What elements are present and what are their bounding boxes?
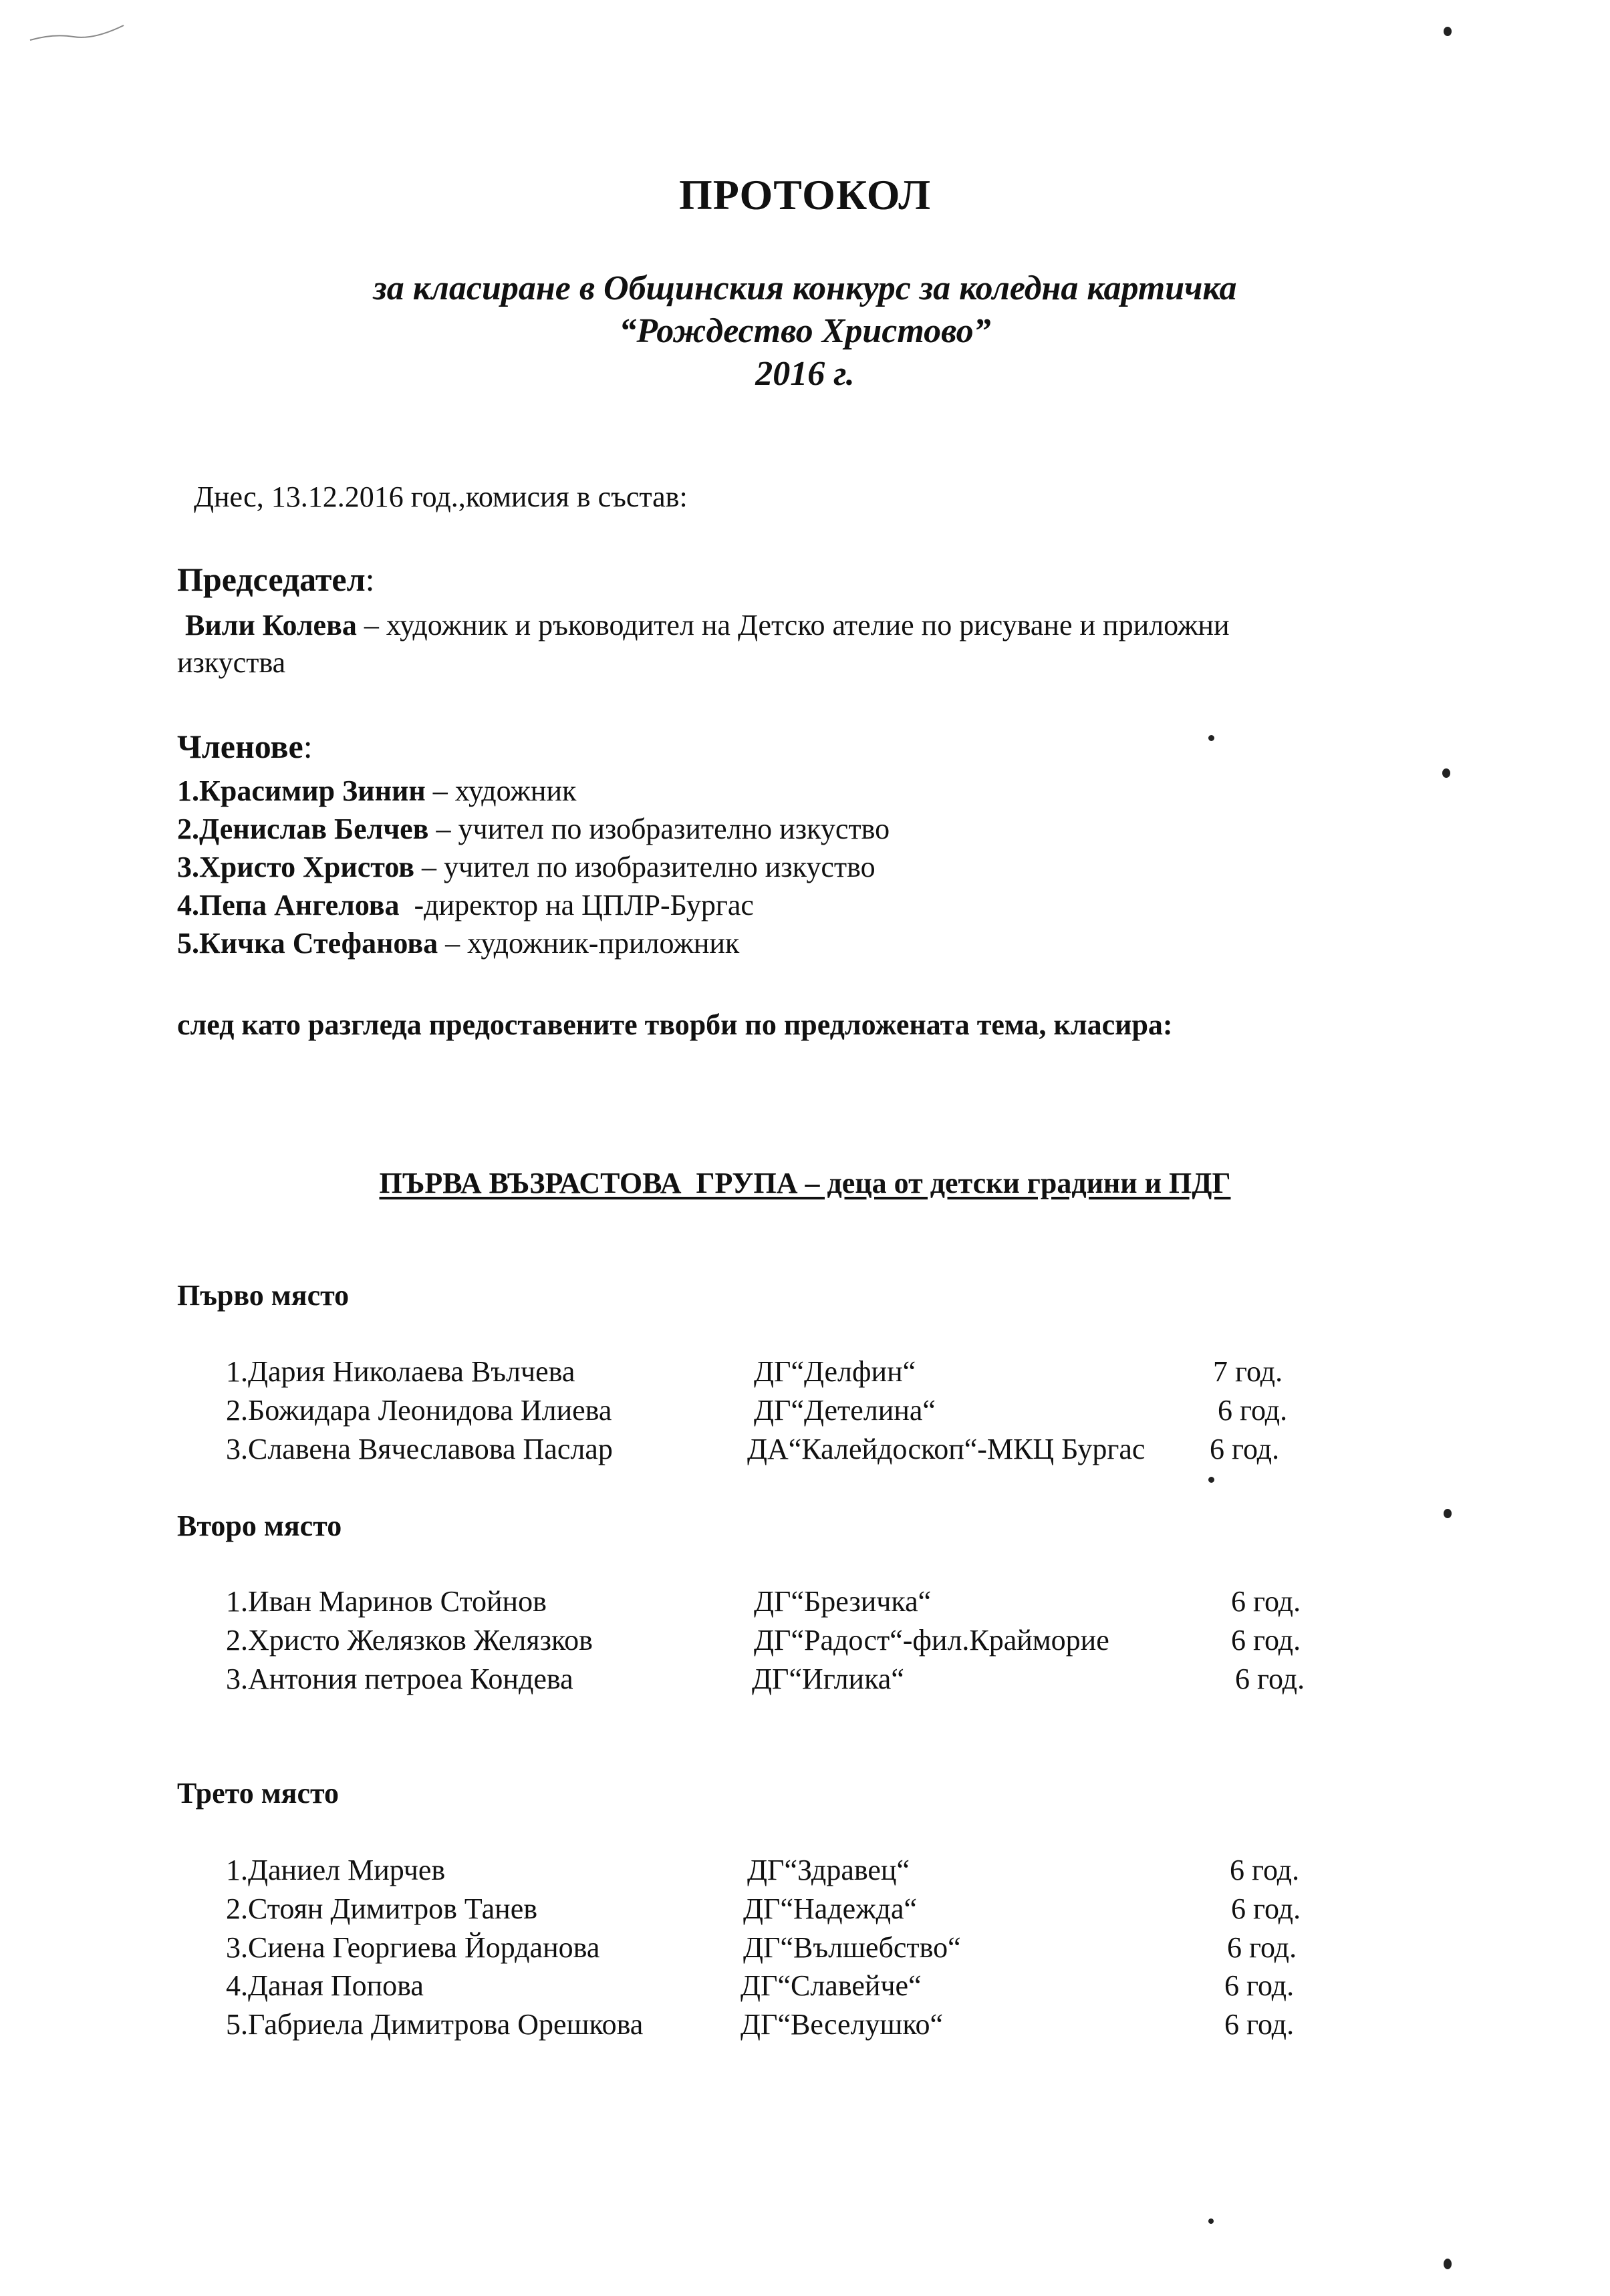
member-role: -директор на ЦПЛР-Бургас [399,889,754,921]
entry-school: ДГ“Здравец“ [747,1854,910,1886]
member-role: – художник-приложник [438,927,740,960]
entry-age: 6 год. [1231,1892,1301,1925]
entry-school: ДГ“Брезичка“ [754,1585,932,1618]
conclusion-text: след като разгледа предоставените творби по предложената тема, класира: [177,1008,1173,1041]
entry-name: 1.Иван Маринов Стойнов [226,1585,547,1618]
member-row [177,774,576,808]
entry-age: 6 год. [1224,1969,1295,2002]
entry-name: 2.Христо Желязков Желязков [226,1624,593,1657]
place-heading: Второ място [177,1510,342,1542]
scan-speck [1442,768,1450,778]
entry-age: 6 год. [1235,1663,1305,1695]
entry-school: ДГ“Веселушко“ [741,2008,944,2041]
entry-age: 6 год. [1231,1624,1301,1657]
document-title: ПРОТОКОЛ [679,171,931,219]
members-heading-colon: : [303,728,313,765]
entry-name: 2.Стоян Димитров Танев [226,1892,538,1925]
entry-age: 6 год. [1210,1433,1280,1465]
entry-age: 6 год. [1230,1854,1300,1886]
entry-school: ДГ“Детелина“ [754,1394,936,1427]
chairman-heading [177,560,375,599]
scan-speck [1208,735,1214,741]
scan-speck [1444,1509,1452,1518]
entry-name: 2.Божидара Леонидова Илиева [226,1394,612,1427]
entry-school: ДГ“Радост“-фил.Крайморие [754,1624,1109,1657]
subtitle-line-3: 2016 г. [755,355,855,393]
chairman-role: – художник и ръководител на Детско ателие по рисуване и приложни [356,609,1230,641]
entry-school: ДА“Калейдоскоп“-МКЦ Бургас [747,1433,1146,1465]
place-heading: Трето място [177,1777,340,1810]
entry-age: 6 год. [1231,1585,1301,1618]
member-row [177,888,754,922]
member-name: 2.Денислав Белчев [177,813,429,845]
entry-school: ДГ“Вълшебство“ [743,1931,961,1964]
chairman-heading-colon: : [365,561,375,598]
entry-school: ДГ“Надежда“ [743,1892,918,1925]
chairman-name: Вили Колева [185,609,357,641]
age-group-heading: ПЪРВА ВЪЗРАСТОВА ГРУПА – деца от детски градини и ПДГ [379,1167,1231,1199]
entry-age: 6 год. [1218,1394,1288,1427]
entry-age: 6 год. [1224,2008,1295,2041]
entry-name: 5.Габриела Димитрова Орешкова [226,2008,644,2041]
scan-scratch-mark [27,20,127,47]
scan-speck [1444,2259,1452,2269]
member-name: 3.Христо Христов [177,851,414,883]
subtitle-line-2: “Рождество Христово” [619,312,991,350]
member-role: – художник [425,774,577,807]
entry-age: 6 год. [1227,1931,1297,1964]
member-row [177,812,890,846]
members-heading-label: Членове [177,728,303,765]
member-row [177,850,876,884]
member-name: 5.Кичка Стефанова [177,927,438,960]
place-heading: Първо място [177,1279,350,1312]
member-name: 4.Пепа Ангелова [177,889,400,921]
scan-speck [1444,27,1452,36]
subtitle-line-1: за класиране в Общинския конкурс за коледна картичка [373,269,1237,307]
entry-name: 1.Дария Николаева Вълчева [226,1355,575,1388]
entry-name: 3.Славена Вячеславова Паслар [226,1433,613,1465]
scan-speck [1208,2218,1214,2224]
member-name: 1.Красимир Зинин [177,774,426,807]
entry-name: 1.Даниел Мирчев [226,1854,446,1886]
members-heading [177,727,313,766]
member-row [177,926,739,960]
member-role: – учител по изобразително изкуство [414,851,876,883]
entry-age: 7 год. [1213,1355,1283,1388]
chairman-role-continued: изкуства [177,646,286,679]
chairman-line [185,608,1230,642]
member-role: – учител по изобразително изкуство [428,813,890,845]
intro-text: Днес, 13.12.2016 год.,комисия в състав: [194,480,688,513]
scan-speck [1208,1477,1214,1483]
entry-name: 3.Сиена Георгиева Йорданова [226,1931,600,1964]
chairman-heading-label: Председател [177,561,366,598]
entry-name: 4.Даная Попова [226,1969,424,2002]
entry-school: ДГ“Славейче“ [741,1969,922,2002]
entry-school: ДГ“Иглика“ [752,1663,904,1695]
entry-name: 3.Антония петроеа Кондева [226,1663,573,1695]
entry-school: ДГ“Делфин“ [754,1355,916,1388]
